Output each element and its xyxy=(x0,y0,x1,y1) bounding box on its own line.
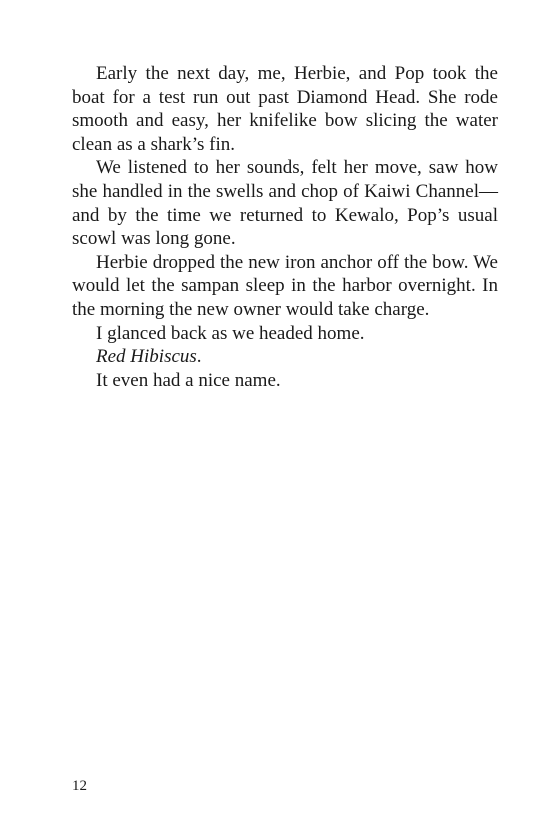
page-number: 12 xyxy=(72,778,87,794)
paragraph-nice-name: It even had a nice name. xyxy=(96,369,281,391)
paragraph-test-run: Early the next day, me, Herbie, and Pop took the boat for a test run out past Diamond Head. She rode smooth and easy, her knifelike bow slicing the water clean as a shark’s fin. xyxy=(72,63,498,155)
body-text xyxy=(72,62,498,392)
boat-name: Red Hibiscus xyxy=(96,346,197,368)
paragraph-glanced-back: I glanced back as we headed home. xyxy=(96,322,365,344)
boat-name-period: . xyxy=(196,346,202,368)
paragraph-anchor: Herbie dropped the new iron anchor off the bow. We would let the sampan sleep in the harbor overnight. In the morning the new owner would take charge. xyxy=(72,251,498,320)
paragraph-boat-name xyxy=(72,345,498,369)
paragraph-listened: We listened to her sounds, felt her move, saw how she handled in the swells and chop of Kaiwi Channel—and by the time we returned to Kewalo, Pop’s usual scowl was long gone. xyxy=(72,157,498,250)
